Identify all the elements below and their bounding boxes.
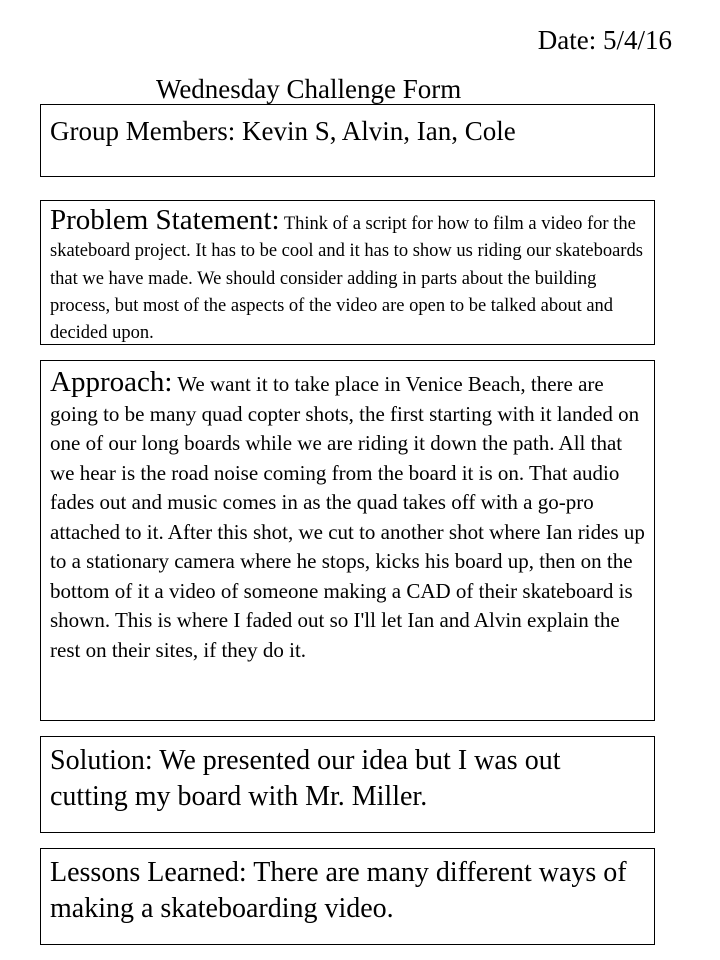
group-members-value: Kevin S, Alvin, Ian, Cole [235, 116, 516, 146]
solution-value: We presented our idea but I was out cutting my board with Mr. Miller. [50, 745, 561, 812]
lessons-learned-label: Lessons Learned: [50, 857, 247, 888]
problem-statement-value: Think of a script for how to film a video for the skateboard project. It has to be cool and it has to show us riding our skateboards that we have made. We should consider adding in parts about the building process, but most of the aspects of the video are open to be talked about and decided upon. [50, 214, 643, 344]
form-title: Wednesday Challenge Form [156, 74, 462, 104]
approach-box [40, 360, 655, 721]
group-members-text [41, 105, 654, 148]
date-label: Date: 5/4/16 [537, 25, 672, 55]
lessons-learned-box [40, 848, 655, 945]
solution-label: Solution: [50, 745, 153, 776]
lessons-learned-value: There are many different ways of making a skateboarding video. [50, 857, 627, 924]
lessons-learned-text [41, 849, 654, 927]
approach-value: We want it to take place in Venice Beach, there are going to be many quad copter shots, the first starting with it landed on one of our long boards while we are riding it down the path. All that we hear is the road noise coming from the board it is on. That audio fades out and music comes in as the quad takes off with a go-pro attached to it. After this shot, we cut to another shot where Ian rides up to a stationary camera where he stops, kicks his board up, then on the bottom of it a video of someone making a CAD of their skateboard is shown. This is where I faded out so I'll let Ian and Alvin explain the rest on their sites, if they do it. [50, 372, 645, 662]
problem-statement-box [40, 200, 655, 345]
group-members-label: Group Members: [50, 116, 236, 146]
problem-statement-text [41, 201, 654, 347]
approach-text [41, 361, 654, 665]
solution-text [41, 737, 654, 815]
group-members-box [40, 104, 655, 177]
solution-box [40, 736, 655, 833]
approach-label: Approach: [50, 366, 173, 398]
problem-statement-label: Problem Statement: [50, 204, 280, 236]
